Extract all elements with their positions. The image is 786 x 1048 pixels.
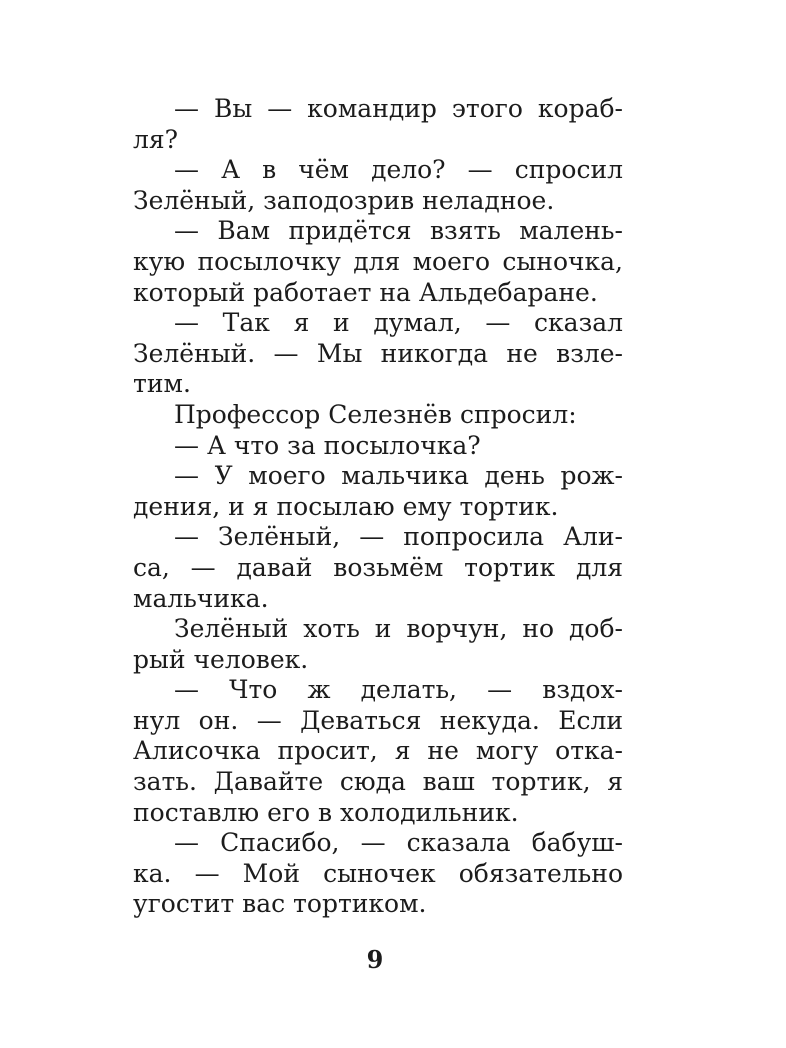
- text-line: — А что за посылочка?: [174, 430, 481, 460]
- text-line: Зелёный, заподозрив неладное.: [133, 185, 555, 215]
- text-line: рый человек.: [133, 644, 309, 674]
- text-line: зать. Давайте сюда ваш тортик, я: [133, 767, 623, 797]
- text-line: — Вам придётся взять малень-: [174, 216, 623, 246]
- text-line: — Так я и думал, — сказал: [174, 308, 623, 338]
- text-line: кую посылочку для моего сыночка,: [133, 246, 623, 276]
- text-line: Зелёный. — Мы никогда не взле-: [133, 338, 623, 368]
- text-line: ка. — Мой сыночек обязательно: [133, 858, 623, 888]
- text-line: — Спасибо, — сказала бабуш-: [174, 828, 623, 858]
- text-line: дения, и я посылаю ему тортик.: [133, 491, 559, 521]
- text-line: Зелёный хоть и ворчун, но доб-: [174, 614, 623, 644]
- text-line: мальчика.: [133, 583, 269, 613]
- text-line: тим.: [133, 369, 191, 399]
- text-line: ля?: [133, 124, 179, 154]
- text-line: — Вы — командир этого кораб-: [174, 94, 623, 123]
- text-line: — У моего мальчика день рож-: [174, 461, 623, 491]
- text-line: — Что ж делать, — вздох-: [174, 675, 623, 705]
- text-line: — А в чём дело? — спросил: [174, 155, 623, 185]
- text-line: са, — давай возьмём тортик для: [133, 552, 623, 582]
- page-number: 9: [366, 945, 384, 974]
- text-line: поставлю его в холодильник.: [133, 797, 519, 827]
- text-line: Алисочка просит, я не могу отка-: [133, 736, 623, 766]
- text-line: который работает на Альдебаране.: [133, 277, 598, 307]
- text-line: Профессор Селезнёв спросил:: [174, 399, 577, 429]
- body-text: [133, 94, 623, 920]
- text-line: угостит вас тортиком.: [133, 889, 427, 919]
- text-line: нул он. — Деваться некуда. Если: [133, 705, 623, 735]
- text-line: — Зелёный, — попросила Али-: [174, 522, 623, 552]
